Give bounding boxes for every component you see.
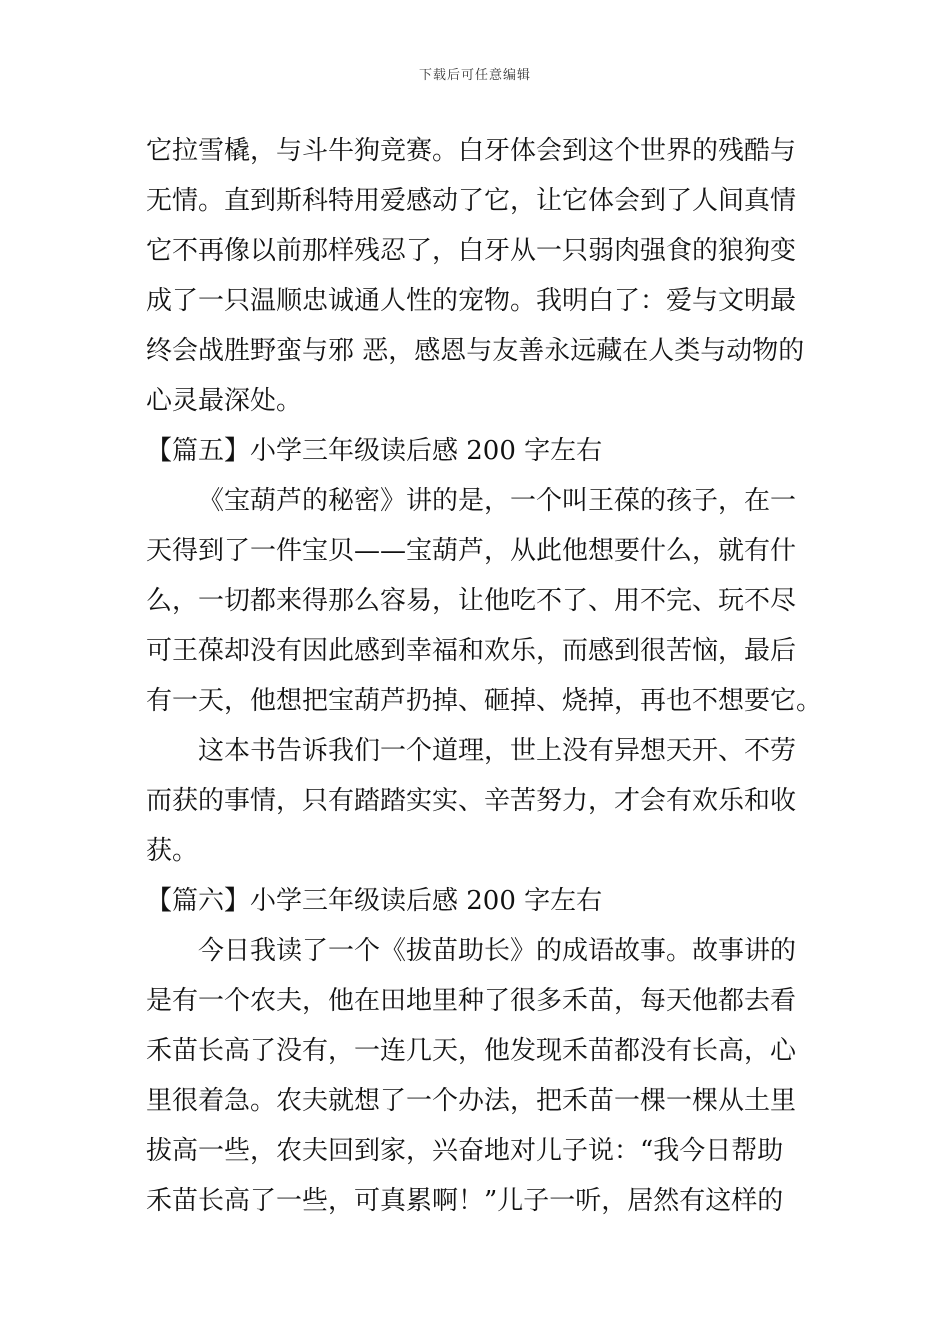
text-line: 禾苗长高了一些，可真累啊！”儿子一听，居然有这样的 — [146, 1186, 784, 1216]
text-line: 而获的事情，只有踏踏实实、辛苦努力，才会有欢乐和收 — [146, 786, 797, 816]
text-line: 禾苗长高了没有，一连几天，他发现禾苗都没有长高，心 — [146, 1036, 797, 1066]
text-line: 终会战胜野蛮与邪 恶，感恩与友善永远藏在人类与动物的 — [146, 336, 805, 366]
text-line: 可王葆却没有因此感到幸福和欢乐，而感到很苦恼，最后 — [146, 636, 797, 666]
paragraph-start: 今日我读了一个《拔苗助长》的成语故事。故事讲的 — [198, 936, 797, 966]
text-line: 拔高一些，农夫回到家，兴奋地对儿子说：“我今日帮助 — [146, 1136, 784, 1166]
paragraph-start: 《宝葫芦的秘密》讲的是，一个叫王葆的孩子，在一 — [198, 486, 797, 516]
text-line: 心灵最深处。 — [146, 386, 303, 416]
section-heading-6: 【篇六】小学三年级读后感 200 字左右 — [146, 886, 603, 916]
paragraph-start: 这本书告诉我们一个道理，世上没有异想天开、不劳 — [198, 736, 797, 766]
text-line: 么，一切都来得那么容易，让他吃不了、用不完、玩不尽 — [146, 586, 797, 616]
text-line: 获。 — [146, 836, 199, 866]
page-header: 下载后可任意编辑 — [418, 68, 531, 83]
text-line: 它拉雪橇，与斗牛狗竞赛。白牙体会到这个世界的残酷与 — [146, 136, 797, 166]
document-body — [146, 126, 823, 1226]
text-line: 成了一只温顺忠诚通人性的宠物。我明白了：爱与文明最 — [146, 286, 797, 316]
text-line: 它不再像以前那样残忍了，白牙从一只弱肉强食的狼狗变 — [146, 236, 797, 266]
text-line: 天得到了一件宝贝——宝葫芦，从此他想要什么，就有什 — [146, 536, 797, 566]
section-heading-5: 【篇五】小学三年级读后感 200 字左右 — [146, 436, 603, 466]
text-line: 是有一个农夫，他在田地里种了很多禾苗，每天他都去看 — [146, 986, 797, 1016]
text-line: 无情。直到斯科特用爱感动了它，让它体会到了人间真情 — [146, 186, 797, 216]
text-line: 有一天，他想把宝葫芦扔掉、砸掉、烧掉，再也不想要它。 — [146, 686, 823, 716]
text-line: 里很着急。农夫就想了一个办法，把禾苗一棵一棵从土里 — [146, 1086, 797, 1116]
